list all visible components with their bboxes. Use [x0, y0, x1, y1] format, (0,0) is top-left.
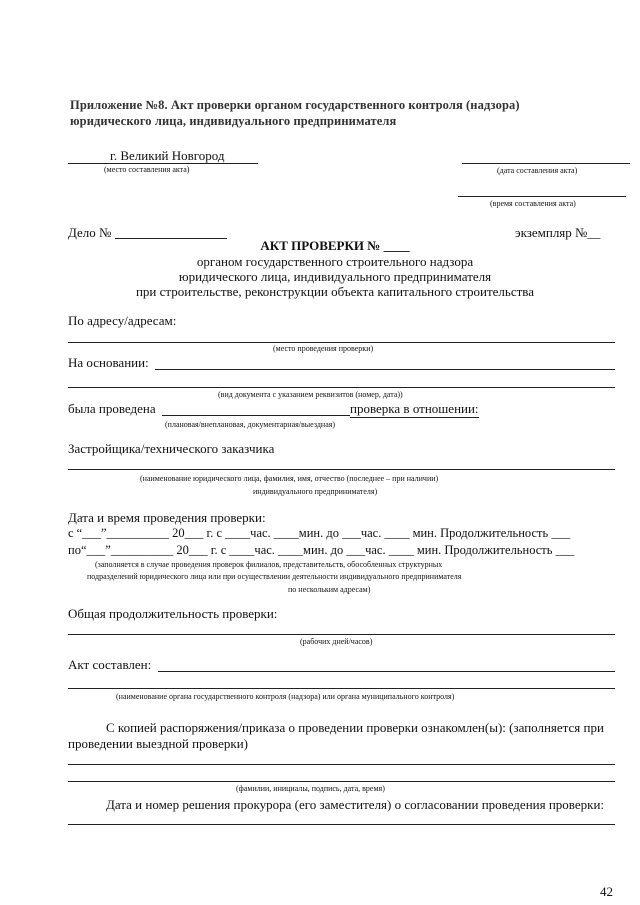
basis-field-1[interactable]: [155, 369, 615, 370]
datetime-caption-2: подразделений юридического лица или при осуществлении деятельности индивидуального предпринимателя: [87, 572, 462, 581]
duration-caption: (рабочих дней/часов): [300, 637, 373, 646]
datetime-label: Дата и время проведения проверки:: [68, 510, 266, 525]
composed-label: Акт составлен:: [68, 657, 152, 672]
datetime-caption-1: (заполняется в случае проведения проверок филиалов, представительств, обособленных структурных: [95, 560, 443, 569]
time-caption: (время составления акта): [490, 199, 576, 208]
case-label: Дело №: [68, 225, 112, 240]
address-field[interactable]: [68, 342, 615, 343]
composed-field-1[interactable]: [158, 671, 615, 672]
developer-field[interactable]: [68, 469, 615, 470]
copy-notice-field-1[interactable]: [68, 764, 615, 765]
act-subtitle-3: при строительстве, реконструкции объекта капитального строительства: [135, 284, 535, 299]
prosecutor-text: Дата и номер решения прокурора (его заместителя) о согласовании проведения проверки:: [106, 797, 605, 812]
composed-field-2[interactable]: [68, 688, 615, 689]
prosecutor-field[interactable]: [68, 824, 615, 825]
developer-caption-1: (наименование юридического лица, фамилия, имя, отчество (последнее – при наличии): [140, 474, 439, 483]
appendix-title-line-1: Приложение №8. Акт проверки органом государственного контроля (надзора): [70, 98, 520, 112]
place-underline: [68, 163, 258, 164]
basis-field-2[interactable]: [68, 387, 615, 388]
address-caption: (место проведения проверки): [273, 344, 374, 353]
datetime-row-1[interactable]: с “___”__________ 20___ г. с ____час. ____мин. до ___час. ____ мин. Продолжительность ___: [68, 526, 571, 540]
conducted-label: была проведена: [68, 401, 156, 416]
time-underline[interactable]: [458, 196, 626, 197]
date-underline[interactable]: [462, 163, 630, 164]
basis-label: На основании:: [68, 355, 149, 370]
act-title: АКТ ПРОВЕРКИ № ____: [260, 238, 410, 253]
composed-caption: (наименование органа государственного контроля (надзора) или органа муниципального контроля): [116, 692, 455, 701]
duration-field[interactable]: [68, 634, 615, 635]
conducted-type-field[interactable]: [162, 415, 350, 416]
place-value: г. Великий Новгород: [110, 148, 225, 163]
developer-caption-2: индивидуального предпринимателя): [253, 487, 378, 496]
page-number: 42: [600, 884, 613, 899]
appendix-title-line-2: юридического лица, индивидуального предпринимателя: [70, 114, 397, 128]
act-subtitle-2: юридического лица, индивидуального предпринимателя: [178, 269, 492, 284]
copy-notice-field-2[interactable]: [68, 781, 615, 782]
conducted-tail: проверка в отношении:: [350, 401, 479, 416]
address-label: По адресу/адресам:: [68, 313, 177, 328]
duration-label: Общая продолжительность проверки:: [68, 606, 278, 621]
datetime-caption-3: по нескольким адресам): [288, 585, 371, 594]
place-caption: (место составления акта): [104, 165, 190, 174]
basis-caption: (вид документа с указанием реквизитов (номер, дата)): [218, 390, 403, 399]
date-caption: (дата составления акта): [497, 166, 578, 175]
conducted-caption: (плановая/внеплановая, документарная/выездная): [165, 420, 336, 429]
developer-label: Застройщика/технического заказчика: [68, 441, 275, 456]
copy-notice-line-2: проведении выездной проверки): [68, 736, 248, 751]
act-subtitle-1: органом государственного строительного надзора: [196, 254, 474, 269]
copy-number-label: экземпляр №__: [515, 225, 601, 240]
datetime-row-2[interactable]: по“___”__________ 20___ г. с ____час. ____мин. до ___час. ____ мин. Продолжительность ___: [68, 543, 575, 557]
copy-notice-line-1: С копией распоряжения/приказа о проведении проверки ознакомлен(ы): (заполняется при: [106, 720, 604, 735]
copy-notice-caption: (фамилии, инициалы, подпись, дата, время): [236, 784, 385, 793]
